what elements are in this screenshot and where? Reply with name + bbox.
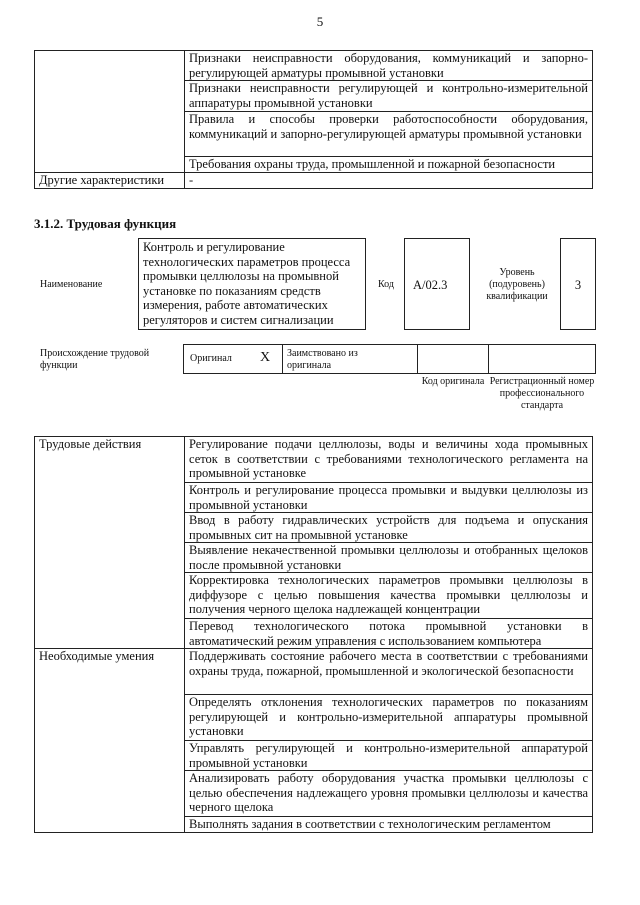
origin-code-caption: Код оригинала	[421, 376, 485, 387]
origin-reg-box	[488, 344, 596, 374]
code-box	[404, 238, 470, 330]
skills-label: Необходимые умения	[35, 649, 185, 833]
skill-item: Управлять регулирующей и контрольно-измерительной аппаратурой промывной установки	[185, 741, 593, 771]
knowledge-item: Правила и способы проверки работоспособности оборудования, коммуникаций и запорно-регулирующей арматуры промывной установки	[185, 112, 593, 157]
page-number: 5	[316, 14, 324, 29]
section-title: 3.1.2. Трудовая функция	[34, 216, 177, 231]
skill-item: Поддерживать состояние рабочего места в соответствии с требованиями охраны труда, пожарной, промышленной и экологической безопасности	[185, 649, 593, 695]
knowledge-item: Признаки неисправности регулирующей и контрольно-измерительной аппаратуры промывной установки	[185, 81, 593, 112]
labor-action-item: Регулирование подачи целлюлозы, воды и величины хода промывных сеток в соответствии с требованиями технологического регламента на промывной установке	[185, 437, 593, 483]
skill-item: Определять отклонения технологических параметров по показаниям регулирующей и контрольно-измерительной аппаратуры промывной установки	[185, 695, 593, 741]
borrowed-label: Заимствовано из оригинала	[287, 348, 358, 371]
name-label: Наименование	[40, 279, 103, 290]
level-value: 3	[574, 278, 582, 292]
knowledge-label-cell	[35, 51, 185, 173]
original-box	[183, 344, 283, 374]
origin-label: Происхождение трудовой функции	[40, 348, 150, 371]
labor-actions-label: Трудовые действия	[35, 437, 185, 649]
function-name: Контроль и регулирование технологических параметров процесса промывки целлюлозы на промывной установке по показаниям средств измерения, работе автоматических регуляторов и систем сигнализации	[143, 240, 351, 327]
code-label: Код	[378, 279, 394, 290]
origin-reg-caption: Регистрационный номер профессионального стандарта	[489, 376, 595, 411]
original-mark: X	[260, 350, 271, 365]
skill-item: Анализировать работу оборудования участка промывки целлюлозы с целью обеспечения надлежащего уровня промывки целлюлозы и качества черного щелока	[185, 771, 593, 817]
original-label: Оригинал	[190, 353, 232, 364]
level-label: Уровень (подуровень) квалификации	[486, 267, 548, 302]
skill-item: Выполнять задания в соответствии с технологическим регламентом	[185, 817, 593, 833]
knowledge-item: Требования охраны труда, промышленной и пожарной безопасности	[185, 157, 593, 173]
code-value: А/02.3	[413, 278, 448, 292]
level-box	[560, 238, 596, 330]
name-box	[138, 238, 366, 330]
origin-code-box	[417, 344, 489, 374]
labor-action-item: Выявление некачественной промывки целлюлозы и отобранных щелоков после промывной установки	[185, 543, 593, 573]
knowledge-item: Признаки неисправности оборудования, коммуникаций и запорно-регулирующей арматуры промывной установки	[185, 51, 593, 81]
other-characteristics-value: -	[185, 173, 593, 189]
borrowed-box	[282, 344, 418, 374]
labor-action-item: Ввод в работу гидравлических устройств для подъема и опускания промывных сит на промывной установке	[185, 513, 593, 543]
labor-action-item: Контроль и регулирование процесса промывки и выдувки целлюлозы из промывной установки	[185, 483, 593, 513]
main-table	[34, 436, 593, 833]
labor-action-item: Корректировка технологических параметров промывки целлюлозы в диффузоре с целью повышения качества промывки целлюлозы и получения черного щелока надлежащей концентрации	[185, 573, 593, 619]
other-characteristics-label: Другие характеристики	[35, 173, 185, 189]
knowledge-table	[34, 50, 593, 189]
labor-action-item: Перевод технологического потока промывной установки в автоматический режим управления с использованием компьютера	[185, 619, 593, 649]
